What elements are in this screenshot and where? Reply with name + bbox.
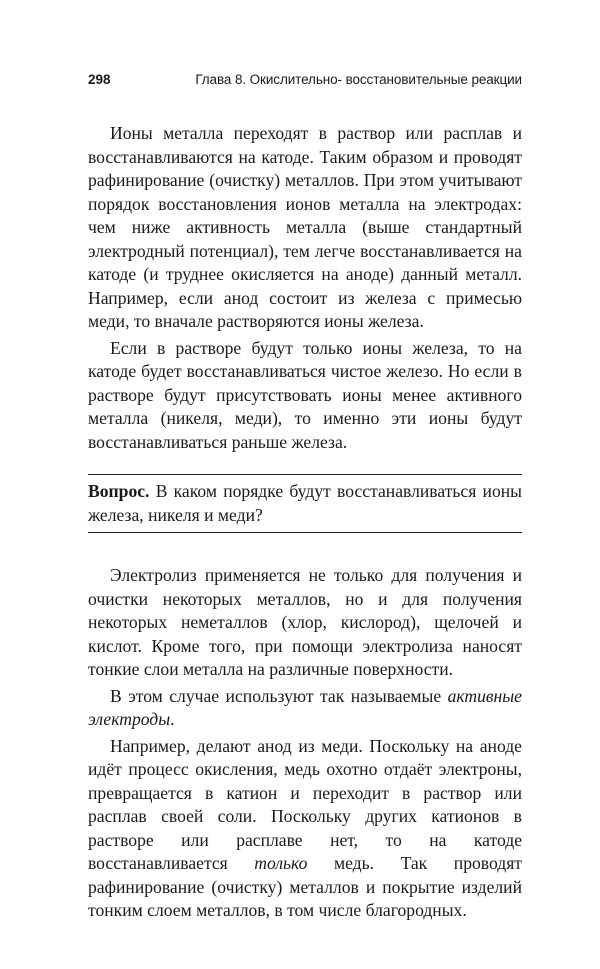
paragraph-text: В этом случае используют так называемые xyxy=(110,685,448,706)
paragraph-text: Например, делают анод из меди. Поскольку на аноде идёт процесс окисления, медь охотно отдаёт электроны, превращается в катион и переходит в раствор или расплав своей соли. Поскольку других катионов в растворе или расплаве нет, то на катоде восстанавливается xyxy=(88,735,522,873)
paragraph: Электролиз применяется не только для получения и очистки некоторых металлов, но и для получения некоторых неметаллов (хлор, кислород), щелочей и кислот. Кроме того, при помощи электролиза наносят тонкие слои металла на различные поверхности. xyxy=(88,565,522,679)
page-number: 298 xyxy=(88,72,111,87)
text-block-top xyxy=(88,122,522,454)
question-box xyxy=(88,474,522,533)
italic-term: активные электроды xyxy=(88,685,522,729)
paragraph-text: медь. Так проводят рафинирование (очистку) металлов и покрытие изделий тонким слоем металлов, в том числе благородных. xyxy=(88,853,522,920)
paragraph xyxy=(88,735,522,923)
paragraph xyxy=(88,685,522,732)
paragraph-text: . xyxy=(170,709,175,729)
page-header xyxy=(88,72,522,94)
question-text: В каком порядке будут восстанавливаться ионы железа, никеля и меди? xyxy=(88,481,522,525)
italic-term: только xyxy=(254,853,308,873)
paragraph: Ионы металла переходят в раствор или расплав и восстанавливаются на катоде. Таким образом и проводят рафинирование (очистку) металлов. При этом учитывают порядок восстановления ионов металла на электродах: чем ниже активность металла (выше стандартный электродный потенциал), тем легче восстанавливается на катоде (и труднее окисляется на аноде) данный металл. Например, если анод состоит из железа с примесью меди, то вначале растворяются ионы железа. xyxy=(88,123,522,331)
question-label: Вопрос. xyxy=(88,481,150,501)
paragraph: Если в растворе будут только ионы железа, то на катоде будет восстанавливаться чистое железо. Но если в растворе будут присутствовать ионы менее активного металла (никеля, меди), то именно эти ионы будут восстанавливаться раньше железа. xyxy=(88,337,522,452)
running-title: Глава 8. Окислительно- восстановительные реакции xyxy=(195,72,522,87)
text-block-bottom xyxy=(88,564,522,923)
